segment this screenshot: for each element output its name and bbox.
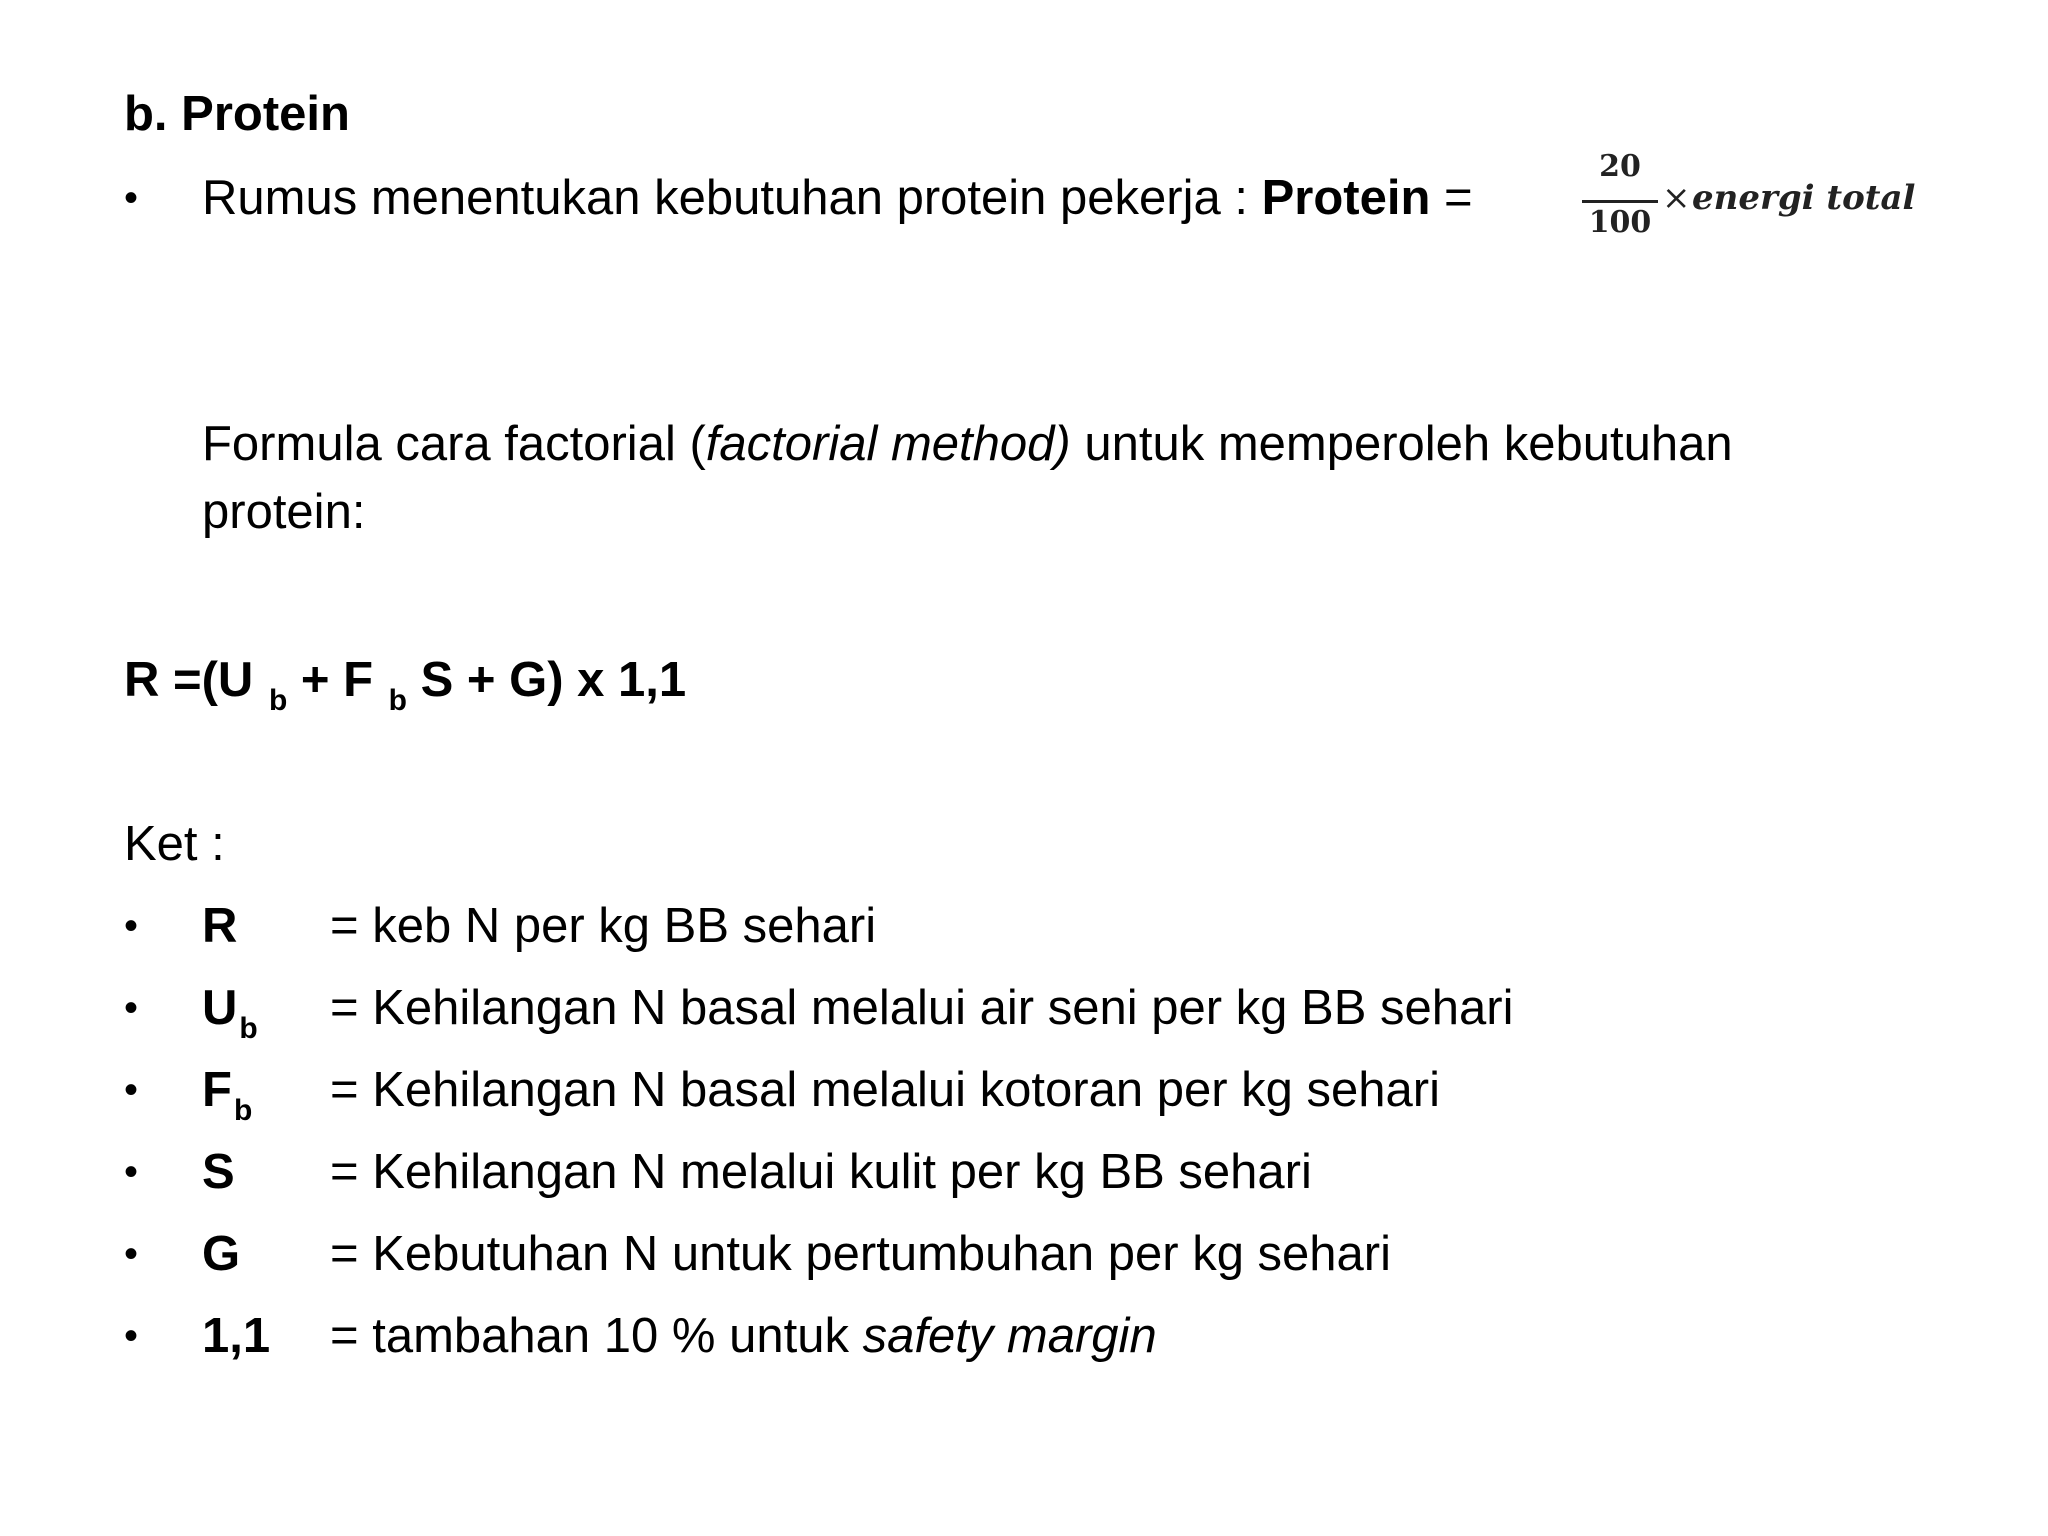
- eq-sub-1: b: [268, 684, 288, 717]
- legend-symbol: $U_b$: [202, 981, 258, 1045]
- legend-definition: = Kehilangan N basal melalui air seni per kg BB sehari: [330, 981, 1514, 1035]
- bullet-marker: •: [124, 904, 139, 948]
- eq-part-3: S + G) x 1,1: [406, 653, 687, 707]
- legend-definition: = keb N per kg BB sehari: [330, 899, 877, 953]
- factorial-line-1: [202, 414, 1733, 474]
- eq-part-1: R =(U: [124, 653, 267, 707]
- protein-rule-text: [202, 168, 1473, 228]
- energy-total-label: energi total: [1692, 178, 1916, 218]
- bullet-marker: •: [124, 1314, 139, 1358]
- ket-label: Ket :: [124, 817, 225, 871]
- fraction-numerator: 20: [1599, 149, 1641, 184]
- protein-formula: [1580, 150, 1960, 250]
- legend-definition: = Kehilangan N melalui kulit per kg BB sehari: [330, 1145, 1312, 1199]
- bullet-marker: •: [124, 1150, 139, 1194]
- section-heading: b. Protein: [124, 87, 350, 141]
- legend-definition: = Kebutuhan N untuk pertumbuhan per kg sehari: [330, 1227, 1392, 1281]
- fraction-bar: [1582, 200, 1658, 203]
- legend-symbol: $F_b$: [202, 1063, 253, 1127]
- legend-symbol: 1,1: [202, 1309, 271, 1363]
- bullet-marker: •: [124, 176, 139, 220]
- factorial-line-2: protein:: [202, 485, 366, 539]
- factorial-method-italic: factorial method): [705, 417, 1071, 471]
- legend-symbol: S: [202, 1145, 235, 1199]
- legend-symbol: R: [202, 899, 238, 953]
- legend-symbol: G: [202, 1227, 241, 1281]
- bullet-marker: •: [124, 986, 139, 1030]
- factorial-text-a: Formula cara factorial (: [202, 417, 706, 471]
- factorial-equation: [124, 650, 686, 717]
- eq-sub-2: b: [388, 684, 407, 717]
- safety-margin-italic: safety margin: [862, 1309, 1157, 1363]
- rule-bold-protein: Protein: [1261, 171, 1431, 225]
- bullet-marker: •: [124, 1232, 139, 1276]
- rule-equals: =: [1430, 171, 1473, 225]
- rule-lead: Rumus menentukan kebutuhan protein pekerja :: [202, 171, 1262, 225]
- factorial-text-b: untuk memperoleh kebutuhan: [1070, 417, 1733, 471]
- legend-definition: = Kehilangan N basal melalui kotoran per kg sehari: [330, 1063, 1440, 1117]
- bullet-marker: •: [124, 1068, 139, 1112]
- legend-definition: = tambahan 10 % untuk safety margin: [330, 1309, 1157, 1363]
- fraction-denominator: 100: [1588, 205, 1652, 240]
- times-sign: ×: [1662, 178, 1691, 218]
- eq-part-2: + F: [287, 653, 387, 707]
